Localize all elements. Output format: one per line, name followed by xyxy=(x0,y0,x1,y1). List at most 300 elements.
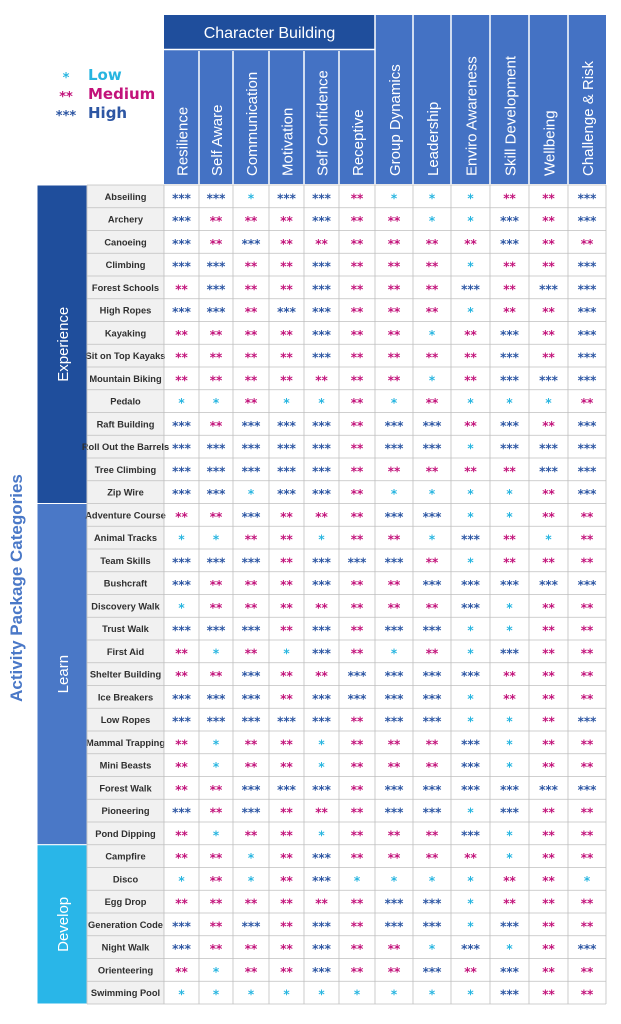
rating-mark: *** xyxy=(277,191,296,206)
rating-mark: ** xyxy=(503,532,516,547)
rating-mark: *** xyxy=(577,350,597,365)
rating-mark: *** xyxy=(241,236,261,251)
rating-mark: * xyxy=(428,487,436,502)
row-label-roll-out-the-barrels: Roll Out the Barrels xyxy=(81,442,170,453)
rating-mark: ** xyxy=(175,282,188,297)
rating-mark: ** xyxy=(175,964,188,979)
rating-mark: ** xyxy=(350,236,364,251)
rating-mark: *** xyxy=(577,487,597,502)
rating-mark: ** xyxy=(387,464,401,479)
rating-mark: *** xyxy=(277,714,296,729)
rating-mark: *** xyxy=(384,623,404,638)
rating-mark: *** xyxy=(172,623,191,638)
rating-mark: ** xyxy=(350,964,364,979)
rating-mark: ** xyxy=(244,282,258,297)
rating-mark: *** xyxy=(577,259,597,274)
row-label-ice-breakers: Ice Breakers xyxy=(97,692,154,703)
row-label-animal-tracks: Animal Tracks xyxy=(93,533,158,544)
rating-mark: ** xyxy=(350,942,364,957)
rating-mark: *** xyxy=(539,373,558,388)
rating-mark: ** xyxy=(209,851,223,866)
rating-mark: * xyxy=(428,373,436,388)
rating-mark: ** xyxy=(542,646,555,661)
rating-mark: * xyxy=(318,737,325,752)
rating-mark: ** xyxy=(280,236,293,251)
rating-mark: ** xyxy=(315,373,328,388)
column-header-self-aware: Self Aware xyxy=(209,104,226,176)
rating-mark: *** xyxy=(422,896,442,911)
rating-mark: * xyxy=(506,737,513,752)
rating-mark: ** xyxy=(503,873,516,888)
rating-mark: * xyxy=(467,896,474,911)
rating-mark: *** xyxy=(312,418,331,433)
rating-mark: ** xyxy=(175,760,188,775)
rating-mark: * xyxy=(467,487,474,502)
rating-mark: *** xyxy=(347,555,367,570)
rating-mark: ** xyxy=(280,214,293,229)
rating-mark: ** xyxy=(280,327,293,342)
rating-mark: ** xyxy=(209,942,223,957)
rating-mark: *** xyxy=(500,782,519,797)
rating-mark: *** xyxy=(577,942,597,957)
rating-mark: ** xyxy=(350,737,364,752)
rating-mark: ** xyxy=(580,805,594,820)
row-label-campfire: Campfire xyxy=(105,851,146,862)
rating-mark: *** xyxy=(241,805,261,820)
rating-mark: * xyxy=(283,987,290,1002)
rating-mark: *** xyxy=(577,782,597,797)
rating-mark: ** xyxy=(209,418,223,433)
row-label-disco: Disco xyxy=(112,874,139,885)
rating-mark: * xyxy=(353,873,361,888)
rating-mark: ** xyxy=(425,259,439,274)
rating-mark: ** xyxy=(209,236,223,251)
rating-mark: ** xyxy=(175,350,188,365)
row-label-generation-code: Generation Code xyxy=(88,919,163,930)
rating-mark: ** xyxy=(280,942,293,957)
rating-mark: * xyxy=(467,805,474,820)
rating-mark: *** xyxy=(577,441,597,456)
rating-mark: ** xyxy=(580,646,594,661)
rating-mark: *** xyxy=(461,737,480,752)
rating-mark: ** xyxy=(280,828,293,843)
rating-mark: *** xyxy=(312,851,331,866)
rating-mark: ** xyxy=(244,350,258,365)
rating-mark: ** xyxy=(350,851,364,866)
rating-mark: ** xyxy=(387,578,401,593)
rating-mark: ** xyxy=(350,646,364,661)
rating-mark: * xyxy=(506,942,513,957)
rating-mark: *** xyxy=(206,691,226,706)
rating-mark: *** xyxy=(172,191,191,206)
rating-mark: *** xyxy=(577,418,597,433)
rating-mark: ** xyxy=(350,396,364,411)
rating-mark: ** xyxy=(280,350,293,365)
rating-mark: ** xyxy=(580,919,594,934)
rating-mark: ** xyxy=(425,828,439,843)
rating-mark: * xyxy=(178,987,185,1002)
rating-mark: ** xyxy=(580,987,594,1002)
rating-mark: ** xyxy=(580,669,594,684)
rating-mark: ** xyxy=(244,964,258,979)
rating-mark: * xyxy=(467,691,474,706)
rating-mark: ** xyxy=(244,259,258,274)
rating-mark: ** xyxy=(350,782,364,797)
rating-mark: * xyxy=(247,851,255,866)
rating-mark: *** xyxy=(461,578,480,593)
rating-mark: ** xyxy=(542,714,555,729)
rating-mark: * xyxy=(467,191,474,206)
rating-mark: ** xyxy=(209,600,223,615)
rating-mark: *** xyxy=(312,714,331,729)
rating-mark: *** xyxy=(241,418,261,433)
rating-mark: *** xyxy=(206,555,226,570)
rating-mark: *** xyxy=(422,669,442,684)
rating-mark: *** xyxy=(312,578,331,593)
rating-mark: ** xyxy=(244,396,258,411)
rating-mark: *** xyxy=(384,418,404,433)
rating-mark: ** xyxy=(350,600,364,615)
row-label-canoeing: Canoeing xyxy=(104,237,147,248)
rating-mark: ** xyxy=(464,464,477,479)
column-header-communication: Communication xyxy=(244,71,261,176)
row-label-climbing: Climbing xyxy=(105,260,146,271)
rating-mark: ** xyxy=(350,509,364,524)
rating-mark: *** xyxy=(539,578,558,593)
rating-mark: ** xyxy=(350,327,364,342)
rating-mark: ** xyxy=(280,282,293,297)
column-header-challenge-risk: Challenge & Risk xyxy=(580,60,597,176)
rating-mark: * xyxy=(467,509,474,524)
rating-mark: ** xyxy=(425,464,439,479)
rating-mark: *** xyxy=(241,509,261,524)
rating-mark: *** xyxy=(312,919,331,934)
rating-mark: ** xyxy=(542,691,555,706)
rating-mark: ** xyxy=(244,760,258,775)
rating-mark: ** xyxy=(542,851,555,866)
rating-mark: *** xyxy=(277,441,296,456)
rating-mark: ** xyxy=(503,669,516,684)
rating-mark: *** xyxy=(312,327,331,342)
rating-mark: * xyxy=(318,396,325,411)
rating-mark: *** xyxy=(312,487,331,502)
rating-mark: ** xyxy=(387,305,401,320)
rating-mark: ** xyxy=(280,760,293,775)
row-label-high-ropes: High Ropes xyxy=(99,305,152,316)
rating-mark: *** xyxy=(461,828,480,843)
rating-mark: ** xyxy=(280,805,293,820)
rating-mark: ** xyxy=(350,578,364,593)
rating-mark: *** xyxy=(241,464,261,479)
rating-mark: *** xyxy=(461,782,480,797)
rating-mark: *** xyxy=(577,714,597,729)
rating-mark: ** xyxy=(542,760,555,775)
rating-mark: *** xyxy=(277,305,296,320)
rating-mark: ** xyxy=(175,327,188,342)
rating-mark: ** xyxy=(425,760,439,775)
rating-mark: * xyxy=(318,532,325,547)
rating-mark: *** xyxy=(312,555,331,570)
rating-mark: ** xyxy=(280,373,293,388)
rating-mark: ** xyxy=(350,350,364,365)
row-label-zip-wire: Zip Wire xyxy=(107,487,144,498)
rating-mark: *** xyxy=(539,441,558,456)
column-header-leadership: Leadership xyxy=(425,101,442,176)
rating-mark: * xyxy=(467,441,474,456)
rating-mark: ** xyxy=(350,373,364,388)
rating-mark: ** xyxy=(244,896,258,911)
rating-mark: *** xyxy=(461,669,480,684)
column-header-skill-development: Skill Development xyxy=(502,55,520,176)
rating-mark: ** xyxy=(350,214,364,229)
rating-mark: * xyxy=(247,987,255,1002)
rating-mark: ** xyxy=(315,509,328,524)
rating-mark: ** xyxy=(280,532,293,547)
header-group-label: Character Building xyxy=(203,25,336,42)
rating-mark: ** xyxy=(387,942,401,957)
rating-mark: * xyxy=(428,987,436,1002)
rating-mark: *** xyxy=(206,282,226,297)
rating-mark: *** xyxy=(577,373,597,388)
rating-mark: *** xyxy=(172,418,191,433)
row-label-bushcraft: Bushcraft xyxy=(103,578,148,589)
rating-mark: ** xyxy=(425,282,439,297)
rating-mark: * xyxy=(178,532,185,547)
rating-mark: ** xyxy=(542,805,555,820)
rating-mark: ** xyxy=(244,214,258,229)
rating-mark: *** xyxy=(206,623,226,638)
rating-mark: *** xyxy=(384,691,404,706)
rating-mark: *** xyxy=(500,987,519,1002)
rating-mark: ** xyxy=(425,737,439,752)
category-label-develop: Develop xyxy=(55,896,72,952)
rating-mark: *** xyxy=(172,214,191,229)
rating-mark: *** xyxy=(172,578,191,593)
rating-mark: * xyxy=(506,714,513,729)
rating-mark: * xyxy=(212,964,220,979)
rating-mark: ** xyxy=(209,373,223,388)
rating-mark: ** xyxy=(542,942,555,957)
rating-mark: ** xyxy=(425,555,439,570)
rating-mark: ** xyxy=(580,760,594,775)
rating-mark: ** xyxy=(387,851,401,866)
rating-mark: * xyxy=(467,555,474,570)
rating-mark: * xyxy=(247,873,255,888)
rating-mark: *** xyxy=(461,600,480,615)
rating-mark: *** xyxy=(206,441,226,456)
rating-mark: ** xyxy=(350,259,364,274)
rating-mark: * xyxy=(212,646,220,661)
rating-mark: *** xyxy=(422,964,442,979)
rating-mark: * xyxy=(506,760,513,775)
rating-mark: ** xyxy=(350,623,364,638)
rating-mark: *** xyxy=(500,327,519,342)
row-label-mammal-trapping: Mammal Trapping xyxy=(85,737,166,748)
rating-mark: ** xyxy=(350,919,364,934)
rating-mark: ** xyxy=(315,896,328,911)
row-label-tree-climbing: Tree Climbing xyxy=(94,464,157,475)
rating-mark: ** xyxy=(580,623,594,638)
rating-mark: ** xyxy=(580,964,594,979)
rating-mark: ** xyxy=(542,600,555,615)
rating-mark: ** xyxy=(503,191,516,206)
rating-mark: ** xyxy=(387,600,401,615)
axis-label: Activity Package Categories xyxy=(7,474,26,702)
rating-mark: ** xyxy=(425,851,439,866)
rating-mark: * xyxy=(583,873,591,888)
rating-mark: ** xyxy=(580,737,594,752)
rating-mark: *** xyxy=(172,805,191,820)
rating-mark: ** xyxy=(542,236,555,251)
rating-mark: ** xyxy=(209,919,223,934)
rating-mark: ** xyxy=(542,896,555,911)
rating-mark: * xyxy=(212,532,220,547)
rating-mark: ** xyxy=(350,191,364,206)
row-label-pioneering: Pioneering xyxy=(101,806,150,817)
rating-mark: *** xyxy=(172,236,191,251)
rating-mark: *** xyxy=(347,691,367,706)
rating-mark: * xyxy=(212,987,220,1002)
rating-mark: * xyxy=(178,873,185,888)
rating-mark: ** xyxy=(280,873,293,888)
rating-mark: *** xyxy=(539,282,558,297)
rating-mark: ** xyxy=(244,532,258,547)
rating-mark: *** xyxy=(172,919,191,934)
rating-mark: *** xyxy=(500,919,519,934)
row-label-discovery-walk: Discovery Walk xyxy=(91,601,160,612)
rating-mark: ** xyxy=(280,600,293,615)
rating-mark: *** xyxy=(312,691,331,706)
rating-mark: ** xyxy=(542,623,555,638)
rating-mark: * xyxy=(390,487,398,502)
rating-mark: ** xyxy=(464,851,477,866)
rating-mark: *** xyxy=(461,942,480,957)
rating-mark: *** xyxy=(500,964,519,979)
rating-mark: ** xyxy=(315,600,328,615)
rating-mark: ** xyxy=(175,373,188,388)
rating-mark: *** xyxy=(206,259,226,274)
rating-mark: ** xyxy=(542,919,555,934)
rating-mark: ** xyxy=(503,259,516,274)
rating-mark: *** xyxy=(172,259,191,274)
rating-mark: *** xyxy=(241,623,261,638)
rating-mark: *** xyxy=(172,942,191,957)
rating-mark: ** xyxy=(209,896,223,911)
legend-stars-high: *** xyxy=(55,109,77,124)
rating-mark: ** xyxy=(350,418,364,433)
row-label-first-aid: First Aid xyxy=(106,646,145,657)
rating-mark: ** xyxy=(175,737,188,752)
rating-mark: ** xyxy=(580,509,594,524)
rating-mark: ** xyxy=(350,760,364,775)
rating-mark: ** xyxy=(387,327,401,342)
rating-mark: ** xyxy=(280,691,293,706)
rating-mark: ** xyxy=(425,646,439,661)
rating-mark: *** xyxy=(500,646,519,661)
rating-mark: * xyxy=(428,942,436,957)
column-header-receptive: Receptive xyxy=(350,109,367,176)
rating-mark: *** xyxy=(206,305,226,320)
legend-label-low: Low xyxy=(88,66,122,84)
column-header-wellbeing: Wellbeing xyxy=(541,110,559,176)
rating-mark: *** xyxy=(206,487,226,502)
rating-mark: *** xyxy=(347,669,367,684)
rating-mark: ** xyxy=(209,782,223,797)
rating-mark: ** xyxy=(244,600,258,615)
rating-mark: *** xyxy=(312,214,331,229)
row-label-shelter-building: Shelter Building xyxy=(89,669,162,680)
rating-mark: * xyxy=(178,600,185,615)
rating-mark: *** xyxy=(277,464,296,479)
rating-mark: ** xyxy=(175,896,188,911)
rating-mark: *** xyxy=(312,259,331,274)
rating-mark: ** xyxy=(350,714,364,729)
rating-mark: *** xyxy=(312,282,331,297)
rating-mark: ** xyxy=(387,964,401,979)
row-label-forest-walk: Forest Walk xyxy=(99,783,152,794)
rating-mark: *** xyxy=(577,578,597,593)
rating-mark: * xyxy=(353,987,361,1002)
rating-mark: ** xyxy=(425,236,439,251)
rating-mark: ** xyxy=(580,691,594,706)
rating-mark: ** xyxy=(209,669,223,684)
row-label-adventure-course: Adventure Course xyxy=(85,510,166,521)
rating-mark: *** xyxy=(172,487,191,502)
rating-mark: *** xyxy=(241,691,261,706)
rating-mark: *** xyxy=(500,441,519,456)
row-label-swimming-pool: Swimming Pool xyxy=(90,988,161,999)
row-label-trust-walk: Trust Walk xyxy=(102,624,149,635)
rating-mark: *** xyxy=(384,555,404,570)
rating-mark: * xyxy=(545,532,552,547)
rating-mark: ** xyxy=(315,669,328,684)
rating-mark: *** xyxy=(172,441,191,456)
row-label-orienteering: Orienteering xyxy=(97,965,154,976)
rating-mark: ** xyxy=(425,305,439,320)
rating-mark: *** xyxy=(384,805,404,820)
rating-mark: *** xyxy=(422,782,442,797)
rating-mark: *** xyxy=(241,782,261,797)
rating-mark: *** xyxy=(206,191,226,206)
rating-mark: ** xyxy=(209,873,223,888)
column-header-resilience: Resilience xyxy=(174,106,192,176)
rating-mark: ** xyxy=(209,327,223,342)
rating-mark: *** xyxy=(172,555,191,570)
rating-mark: * xyxy=(506,396,513,411)
rating-mark: *** xyxy=(277,782,296,797)
rating-mark: * xyxy=(283,396,290,411)
rating-mark: ** xyxy=(244,373,258,388)
rating-mark: ** xyxy=(244,737,258,752)
rating-mark: ** xyxy=(542,964,555,979)
rating-mark: * xyxy=(212,737,220,752)
rating-mark: * xyxy=(318,760,325,775)
rating-mark: ** xyxy=(503,691,516,706)
rating-mark: * xyxy=(545,396,552,411)
rating-mark: ** xyxy=(280,851,293,866)
rating-mark: ** xyxy=(280,259,293,274)
rating-mark: ** xyxy=(350,487,364,502)
rating-mark: * xyxy=(390,873,398,888)
rating-mark: *** xyxy=(241,441,261,456)
rating-mark: ** xyxy=(464,236,477,251)
rating-mark: * xyxy=(247,487,255,502)
row-label-kayaking: Kayaking xyxy=(104,328,147,339)
rating-mark: ** xyxy=(580,828,594,843)
rating-mark: ** xyxy=(425,600,439,615)
rating-mark: *** xyxy=(384,714,404,729)
row-label-pond-dipping: Pond Dipping xyxy=(95,828,156,839)
